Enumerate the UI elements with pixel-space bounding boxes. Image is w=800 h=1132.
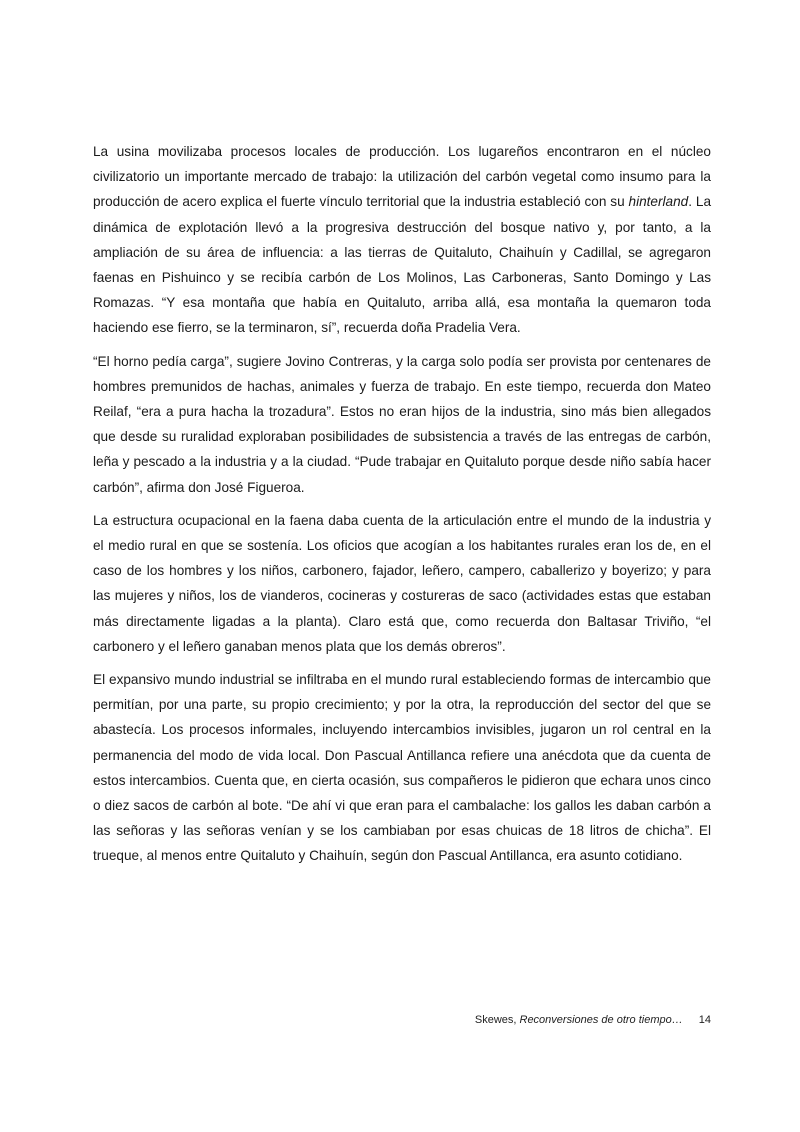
paragraph-4-text: El expansivo mundo industrial se infiltraba en el mundo rural estableciendo formas de intercambio que permitían, por una parte, su propio crecimiento; y por la otra, la reproducción del sector del que se abastecía. Los procesos informales, incluyendo intercambios invisibles, jugaron un rol central en la permanencia del modo de vida local. Don Pascual Antillanca refiere una anécdota que da cuenta de estos intercambios. Cuenta que, en cierta ocasión, sus compañeros le pidieron que echara unos cinco o diez sacos de carbón al bote. “De ahí vi que eran para el cambalache: los gallos les daban carbón a las señoras y las señoras venían y se los cambiaban por esas chuicas de 18 litros de chicha”. El trueque, al menos entre Quitaluto y Chaihuín, según don Pascual Antillanca, era asunto cotidiano. <box>93 672 711 864</box>
footer-work-title: Reconversiones de otro tiempo… <box>519 1014 683 1026</box>
footer-author: Skewes, <box>474 1014 520 1026</box>
paragraph-1-text-a: La usina movilizaba procesos locales de producción. Los lugareños encontraron en el núcleo civilizatorio un importante mercado de trabajo: la utilización del carbón vegetal como insumo para la producción de acero explica el fuerte vínculo territorial que la industria estableció con su <box>93 144 711 210</box>
paragraph-1-text-b: . La dinámica de explotación llevó a la progresiva destrucción del bosque nativo y, por tanto, a la ampliación de su área de influencia: a las tierras de Quitaluto, Chaihuín y Cadillal, se agregaron faenas en Pishuinco y se recibía carbón de Los Molinos, Las Carboneras, Santo Domingo y Las Romazas. “Y esa montaña que había en Quitaluto, arriba allá, esa montaña la quemaron toda haciendo ese fierro, se la terminaron, sí”, recuerda doña Pradelia Vera. <box>93 194 711 336</box>
page-footer <box>93 1012 711 1028</box>
paragraph-4 <box>93 667 711 869</box>
paragraph-2-text: “El horno pedía carga”, sugiere Jovino Contreras, y la carga solo podía ser provista por centenares de hombres premunidos de hachas, animales y fuerza de trabajo. En este tiempo, recuerda don Mateo Reilaf, “era a pura hacha la trozadura”. Estos no eran hijos de la industria, sino más bien allegados que desde su ruralidad exploraban posibilidades de subsistencia a través de las entregas de carbón, leña y pescado a la industria y a la ciudad. “Pude trabajar en Quitaluto porque desde niño sabía hacer carbón”, afirma don José Figueroa. <box>93 353 711 495</box>
paragraph-1 <box>93 139 711 341</box>
paragraph-3 <box>93 508 711 659</box>
page-body <box>93 139 711 877</box>
paragraph-3-text: La estructura ocupacional en la faena daba cuenta de la articulación entre el mundo de la industria y el medio rural en que se sostenía. Los oficios que acogían a los habitantes rurales eran los de, en el caso de los hombres y los niños, carbonero, fajador, leñero, campero, caballerizo y boyerizo; y para las mujeres y niños, los de vianderos, cocineras y costureras de saco (actividades estas que estaban más directamente ligadas a la planta). Claro está que, como recuerda don Baltasar Triviño, “el carbonero y el leñero ganaban menos plata que los demás obreros”. <box>93 512 711 654</box>
paragraph-2 <box>93 349 711 500</box>
paragraph-1-italic-term: hinterland <box>628 194 689 210</box>
page-number: 14 <box>698 1014 711 1026</box>
